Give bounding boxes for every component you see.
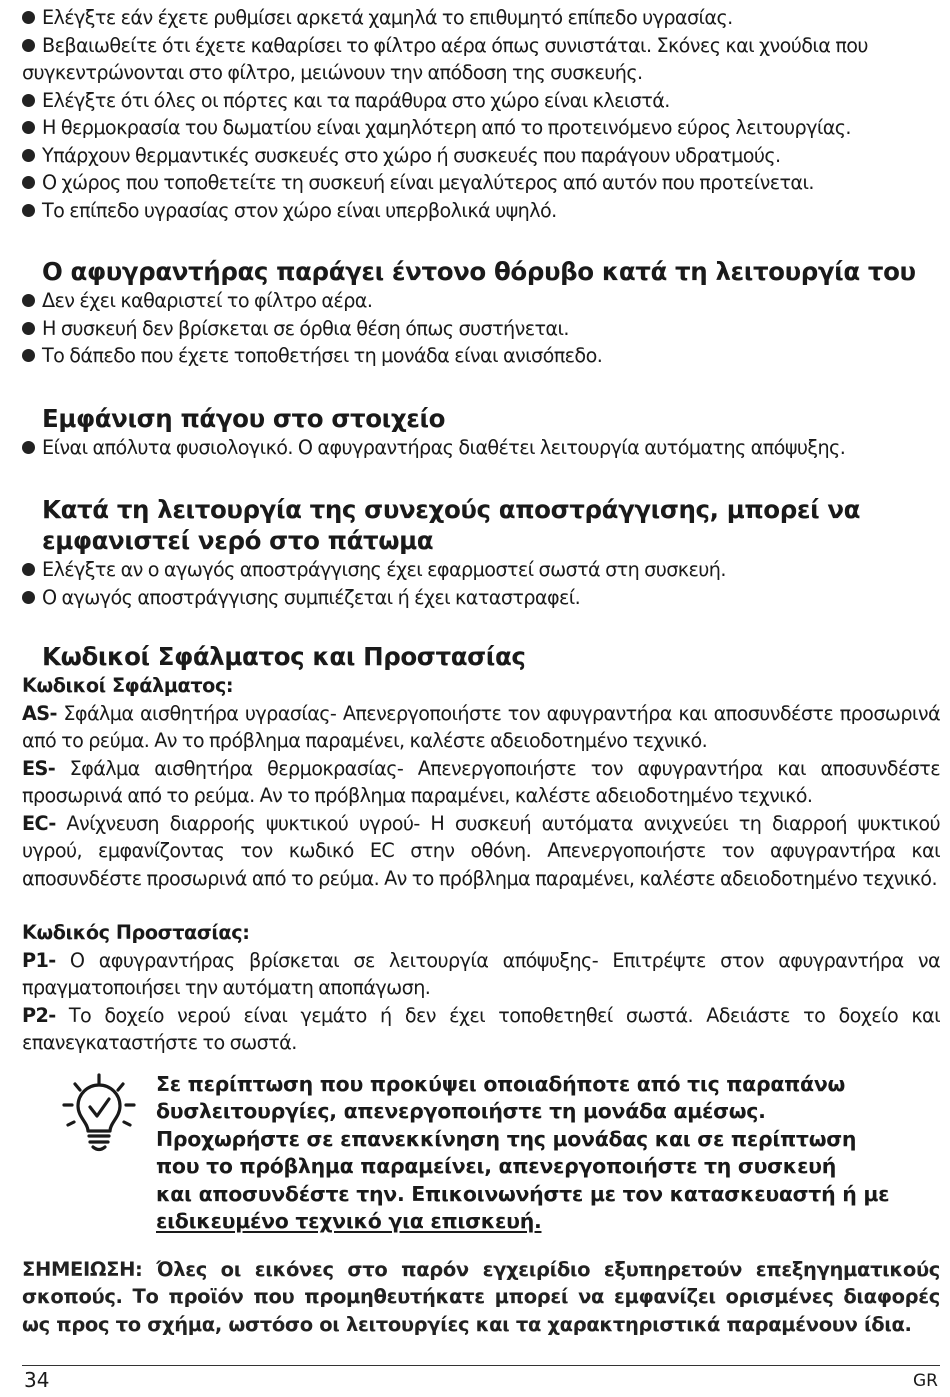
warning-tip-text <box>156 1071 916 1236</box>
protection-codes-heading: Κωδικός Προστασίας: <box>22 921 250 944</box>
list-item: Το επίπεδο υγρασίας στον χώρο είναι υπερβολικά υψηλό. <box>22 197 940 225</box>
page-number: 34 <box>24 1368 50 1392</box>
drain-list <box>22 556 940 611</box>
lightbulb-check-icon <box>60 1073 138 1153</box>
list-item: Υπάρχουν θερμαντικές συσκευές στο χώρο ή συσκευές που παράγουν υδρατμούς. <box>22 142 940 170</box>
warning-tip <box>22 1071 940 1236</box>
list-item: Η συσκευή δεν βρίσκεται σε όρθια θέση όπως συστήνεται. <box>22 315 940 343</box>
list-item: Το δάπεδο που έχετε τοποθετήσει τη μονάδα είναι ανισόπεδο. <box>22 342 940 370</box>
tip-line: και αποσυνδέστε την. Επικοινωνήστε με τον κατασκευαστή ή με <box>156 1181 890 1206</box>
protection-code-label: P2- <box>22 1003 56 1027</box>
humidity-checklist <box>22 4 940 224</box>
list-item: Ο αγωγός αποστράγγισης συμπιέζεται ή έχει καταστραφεί. <box>22 584 940 612</box>
list-item: Είναι απόλυτα φυσιολογικό. Ο αφυγραντήρας διαθέτει λειτουργία αυτόματης απόψυξης. <box>22 434 940 462</box>
tip-line <box>156 1208 916 1236</box>
protection-code-p1 <box>22 947 940 1002</box>
protection-code-text: Το δοχείο νερού είναι γεμάτο ή δεν έχει τοποθετηθεί σωστά. Αδειάστε το δοχείο και επανεγκαταστήστε το σωστά. <box>22 1003 940 1054</box>
error-code-text: Σφάλμα αισθητήρα υγρασίας- Απενεργοποιήστε τον αφυγραντήρα και αποσυνδέστε προσωρινά από το ρεύμα. Αν το πρόβλημα παραμένει, καλέστε αδειοδοτημένο τεχνικό. <box>22 701 940 752</box>
disclaimer-note: ΣΗΜΕΙΩΣΗ: Όλες οι εικόνες στο παρόν εγχειρίδιο εξυπηρετούν επεξηγηματικούς σκοπούς. Το προϊόν που προμηθευτήκατε μπορεί να εμφανίζει ορισμένες διαφορές ως προς το σχήμα, ωστόσο οι λειτουργίες και τα χαρακτηριστικά παραμένουν ίδια. <box>22 1257 940 1336</box>
protection-code-text: Ο αφυγραντήρας βρίσκεται σε λειτουργία απόψυξης- Επιτρέψτε στον αφυγραντήρα να πραγματοποιήσει την αυτόματη αποπάγωση. <box>22 948 940 999</box>
list-item: Δεν έχει καθαριστεί το φίλτρο αέρα. <box>22 287 940 315</box>
footer-divider <box>22 1365 940 1366</box>
error-code-label: ES- <box>22 756 56 780</box>
protection-code-p2 <box>22 1002 940 1057</box>
frost-section-title: Εμφάνιση πάγου στο στοιχείο <box>42 403 446 433</box>
error-code-text: Ανίχνευση διαρροής ψυκτικού υγρού- Η συσκευή αυτόματα ανιχνεύει τη διαρροή ψυκτικού υγρού, εμφανίζοντας τον κωδικό EC στην οθόνη. Απενεργοποιήστε τον αφυγραντήρα και αποσυνδέστε προσωρινά από το ρεύμα. Αν το πρόβλημα παραμένει, καλέστε αδειοδοτημένο τεχνικό. <box>22 811 940 890</box>
manual-page <box>22 4 940 1338</box>
codes-section-title: Κωδικοί Σφάλματος και Προστασίας <box>42 642 526 671</box>
tip-last-line: ειδικευμένο τεχνικό για επισκευή. <box>156 1209 542 1233</box>
protection-code-label: P1- <box>22 948 56 972</box>
error-code-ec <box>22 810 940 893</box>
tip-line: Σε περίπτωση που προκύψει οποιαδήποτε από τις παραπάνω <box>156 1071 846 1096</box>
noise-list <box>22 287 940 370</box>
noise-section-title: Ο αφυγραντήρας παράγει έντονο θόρυβο κατά τη λειτουργία του <box>42 257 916 286</box>
list-item: Βεβαιωθείτε ότι έχετε καθαρίσει το φίλτρο αέρα όπως συνιστάται. Σκόνες και χνούδια που συγκεντρώνονται στο φίλτρο, μειώνουν την απόδοση της συσκευής. <box>22 32 940 87</box>
error-codes-heading: Κωδικοί Σφάλματος: <box>22 674 234 697</box>
error-code-as <box>22 700 940 755</box>
list-item: Ελέγξτε αν ο αγωγός αποστράγγισης έχει εφαρμοστεί σωστά στη συσκευή. <box>22 556 940 584</box>
tip-line: δυσλειτουργίες, απενεργοποιήστε τη μονάδα αμέσως. <box>156 1099 766 1123</box>
tip-line: Προχωρήστε σε επανεκκίνηση της μονάδας και σε περίπτωση <box>156 1126 857 1151</box>
tip-line: που το πρόβλημα παραμείνει, απενεργοποιήστε τη συσκευή <box>156 1154 837 1178</box>
list-item: Η θερμοκρασία του δωματίου είναι χαμηλότερη από το προτεινόμενο εύρος λειτουργίας. <box>22 114 940 142</box>
list-item: Ελέγξτε εάν έχετε ρυθμίσει αρκετά χαμηλά το επιθυμητό επίπεδο υγρασίας. <box>22 4 940 32</box>
error-code-text: Σφάλμα αισθητήρα θερμοκρασίας- Απενεργοποιήστε τον αφυγραντήρα και αποσυνδέστε προσωρινά από το ρεύμα. Αν το πρόβλημα παραμένει, καλέστε αδειοδοτημένο τεχνικό. <box>22 756 940 807</box>
error-code-label: EC- <box>22 811 56 835</box>
list-item: Ο χώρος που τοποθετείτε τη συσκευή είναι μεγαλύτερος από αυτόν που προτείνεται. <box>22 169 940 197</box>
error-code-label: AS- <box>22 701 57 725</box>
list-item: Ελέγξτε ότι όλες οι πόρτες και τα παράθυρα στο χώρο είναι κλειστά. <box>22 87 940 115</box>
language-code: GR <box>913 1371 938 1391</box>
frost-list <box>22 434 940 462</box>
drain-section-title: Κατά τη λειτουργία της συνεχούς αποστράγγισης, μπορεί να εμφανιστεί νερό στο πάτωμα <box>42 495 861 555</box>
error-code-es <box>22 755 940 810</box>
